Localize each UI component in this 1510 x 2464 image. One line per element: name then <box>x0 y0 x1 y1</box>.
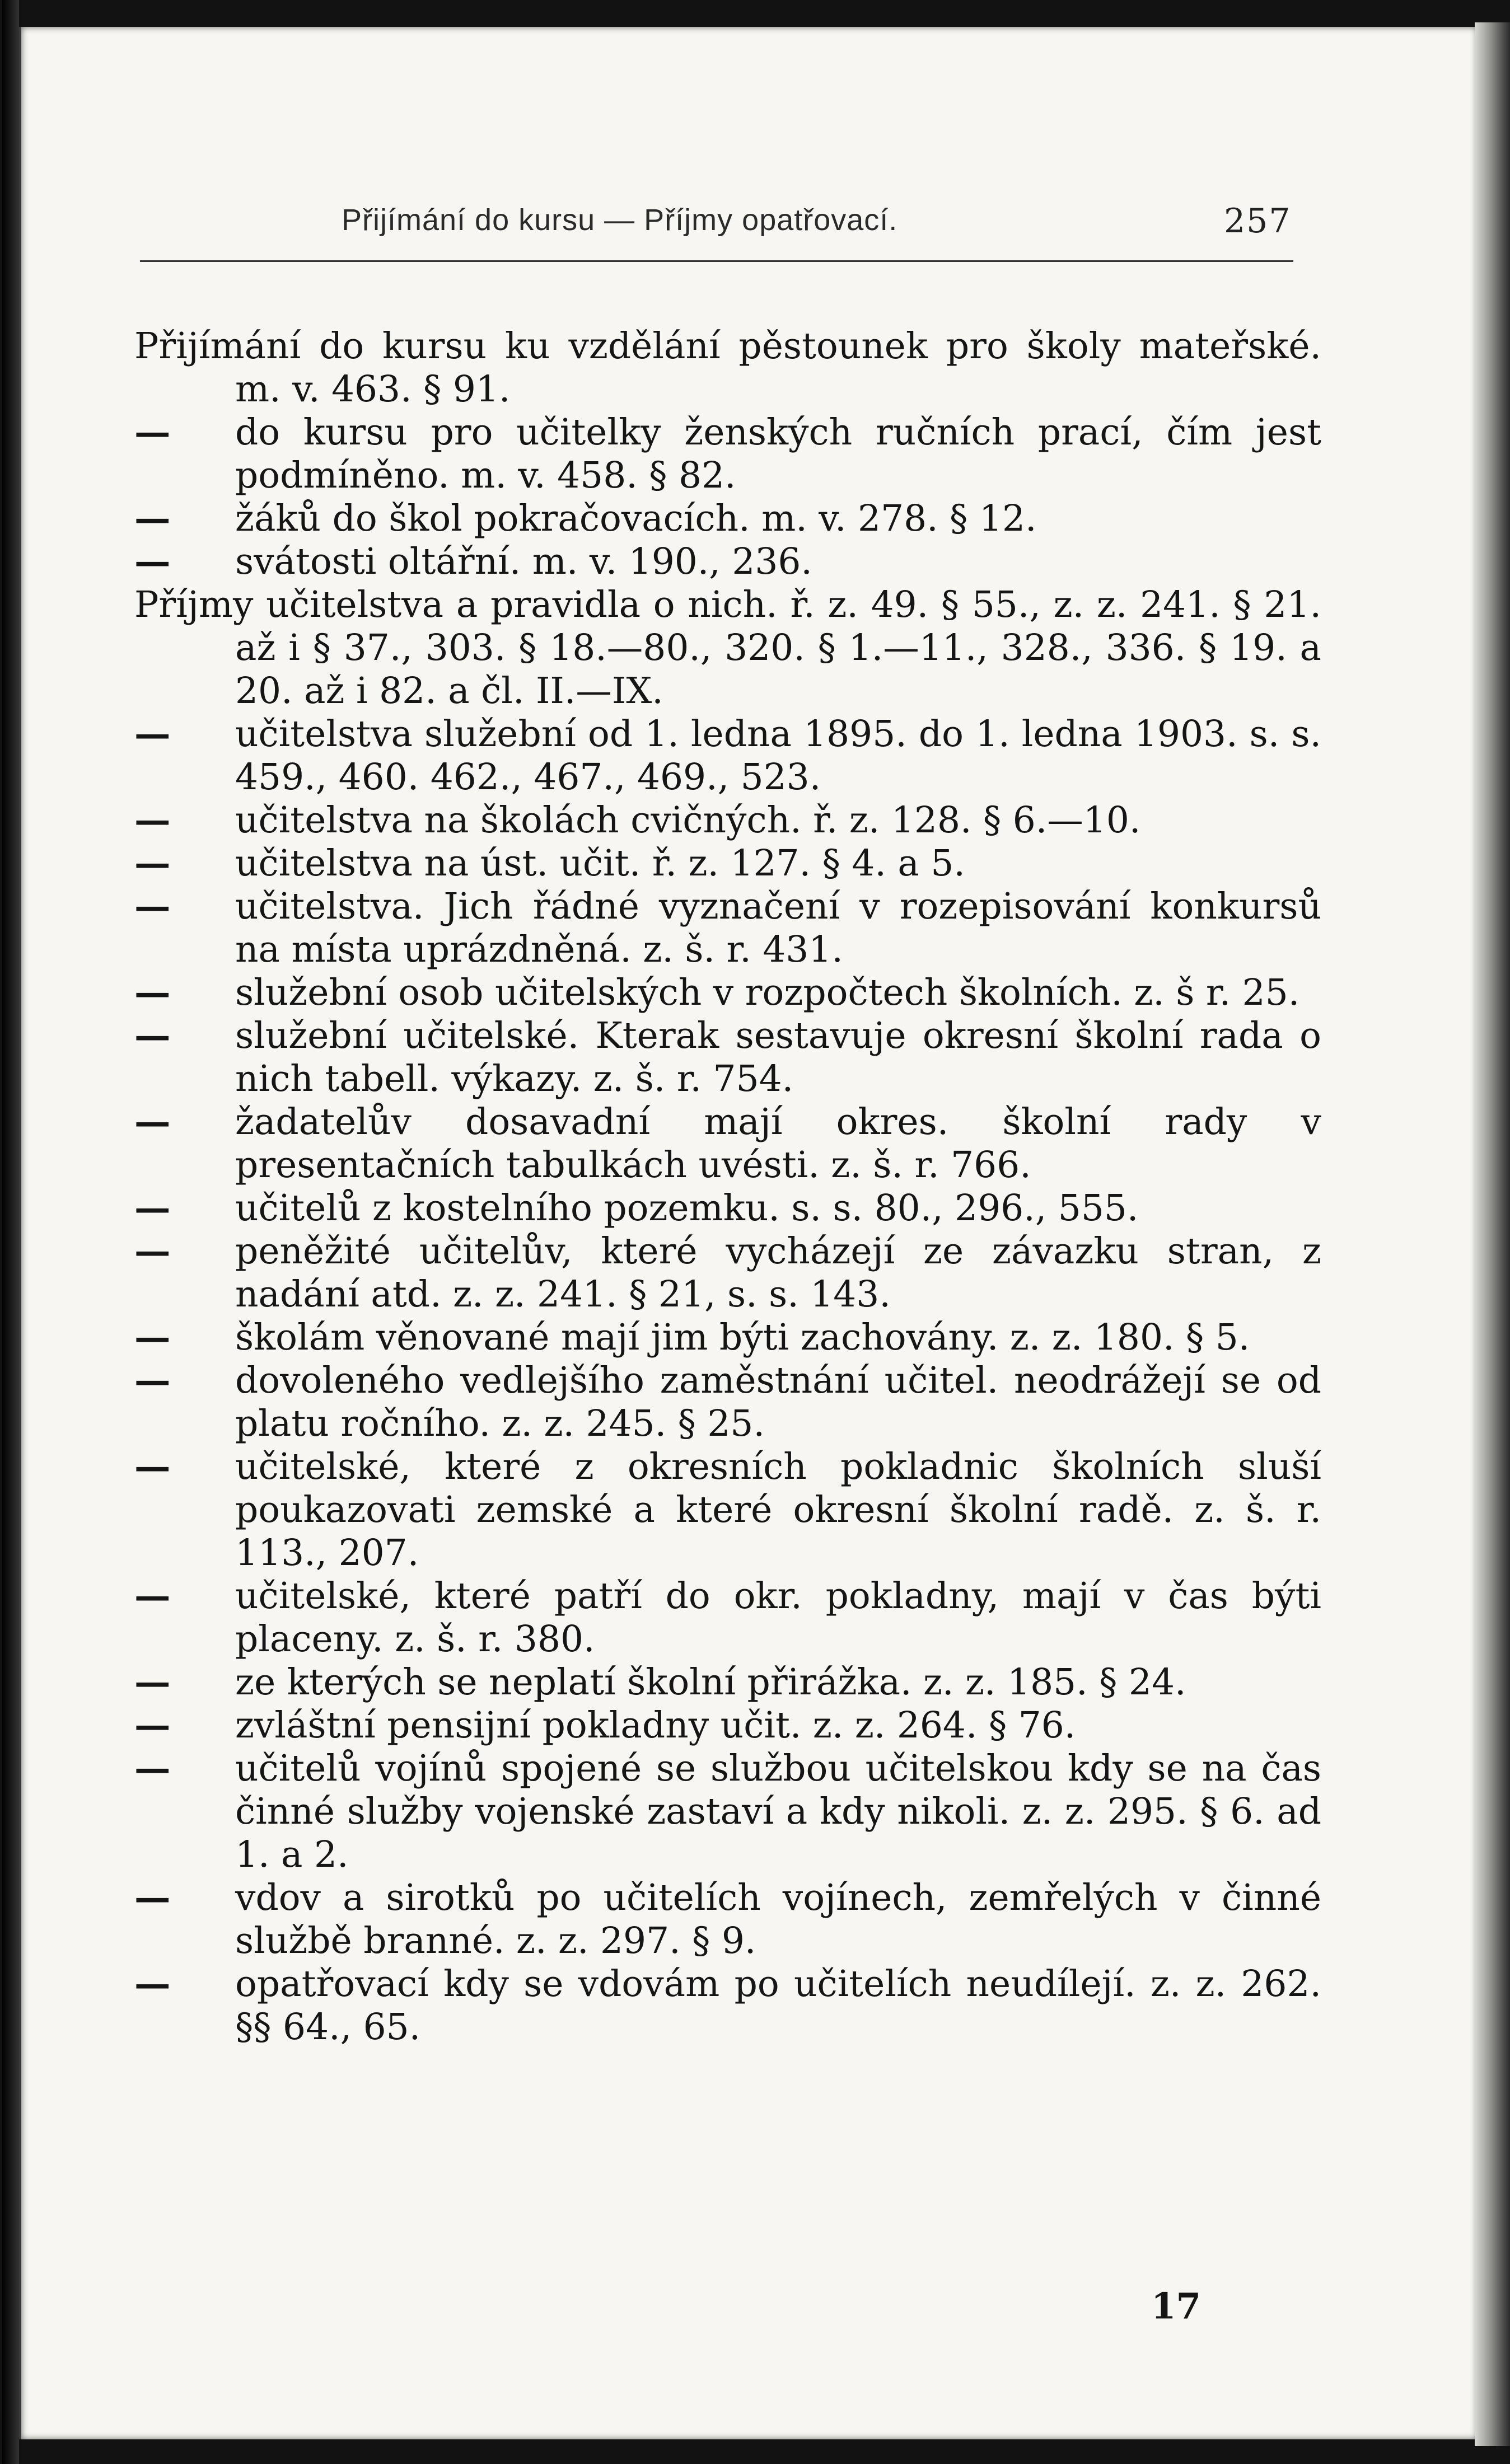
entry-dash: — <box>134 1704 171 1746</box>
entry-text: zvláštní pensijní pokladny učit. z. z. 264. § 76. <box>235 1704 1076 1746</box>
sub-entry <box>134 885 1321 971</box>
page-edge-shadow <box>1475 22 1510 2446</box>
entry-text: žadatelův dosavadní mají okres. školní rady v presentačních tabulkách uvésti. z. š. r. 766. <box>235 1101 1321 1186</box>
entry-dash: — <box>134 1876 171 1919</box>
sub-entry <box>134 1100 1321 1187</box>
header-rule <box>140 260 1293 262</box>
main-entry <box>134 325 1321 411</box>
entry-dash: — <box>134 1359 171 1402</box>
sub-entry <box>134 1359 1321 1445</box>
sub-entry <box>134 1187 1321 1230</box>
entry-text: učitelů vojínů spojené se službou učitelskou kdy se na čas činné služby vojenské zastaví a kdy nikoli. z. z. 295. § 6. ad 1. a 2. <box>235 1748 1321 1876</box>
entry-dash: — <box>134 1187 171 1229</box>
entry-text: služební osob učitelských v rozpočtech školních. z. š r. 25. <box>235 972 1300 1014</box>
entry-dash: — <box>134 1014 171 1057</box>
entry-dash: — <box>134 842 171 884</box>
sub-entry <box>134 799 1321 842</box>
entry-text: učitelstva na školách cvičných. ř. z. 128. § 6.—10. <box>235 799 1141 841</box>
sub-entry <box>134 1575 1321 1661</box>
entry-dash: — <box>134 971 171 1014</box>
entry-text: vdov a sirotků po učitelích vojínech, zemřelých v činné službě branné. z. z. 297. § 9. <box>235 1877 1321 1962</box>
entry-dash: — <box>134 1230 171 1272</box>
entry-dash: — <box>134 540 171 583</box>
main-entry <box>134 583 1321 713</box>
entry-dash: — <box>134 1445 171 1488</box>
entry-text: učitelů z kostelního pozemku. s. s. 80., 296., 555. <box>235 1187 1139 1229</box>
sub-entry <box>134 497 1321 540</box>
sub-entry <box>134 540 1321 583</box>
sub-entry <box>134 1014 1321 1100</box>
entry-text: do kursu pro učitelky ženských ručních prací, čím jest podmíněno. m. v. 458. § 82. <box>235 411 1321 496</box>
sub-entry <box>134 1876 1321 1962</box>
entry-dash: — <box>134 1661 171 1703</box>
sub-entry <box>134 842 1321 885</box>
sub-entry <box>134 1661 1321 1704</box>
binding-edge <box>2 0 19 2464</box>
entry-dash: — <box>134 1316 171 1359</box>
entry-text: učitelstva na úst. učit. ř. z. 127. § 4. a 5. <box>235 842 965 884</box>
sub-entry <box>134 971 1321 1014</box>
entry-text: ze kterých se neplatí školní přirážka. z. z. 185. § 24. <box>235 1661 1186 1703</box>
sub-entry <box>134 1230 1321 1316</box>
index-entries <box>134 325 1321 2049</box>
entry-dash: — <box>134 1962 171 2005</box>
entry-dash: — <box>134 411 171 453</box>
entry-text: opatřovací kdy se vdovám po učitelích neudílejí. z. z. 262. §§ 64., 65. <box>235 1963 1321 2048</box>
entry-text: svátosti oltářní. m. v. 190., 236. <box>235 541 812 583</box>
entry-text: peněžité učitelův, které vycházejí ze závazku stran, z nadání atd. z. z. 241. § 21, s. s. 143. <box>235 1230 1321 1315</box>
sub-entry <box>134 713 1321 799</box>
entry-dash: — <box>134 1100 171 1143</box>
page-number: 257 <box>1224 202 1292 241</box>
entry-dash: — <box>134 497 171 540</box>
entry-dash: — <box>134 799 171 841</box>
sub-entry <box>134 411 1321 497</box>
signature-mark: 17 <box>1151 2285 1202 2327</box>
entry-text: školám věnované mají jim býti zachovány. z. z. 180. § 5. <box>235 1317 1250 1359</box>
entry-text: učitelstva služební od 1. ledna 1895. do 1. ledna 1903. s. s. 459., 460. 462., 467., 469., 523. <box>235 713 1321 798</box>
entry-text: Přijímání do kursu ku vzdělání pěstounek pro školy mateřské. m. v. 463. § 91. <box>134 325 1321 410</box>
entry-text: žáků do škol pokračovacích. m. v. 278. § 12. <box>235 498 1037 540</box>
running-title: Přijímání do kursu — Příjmy opatřovací. <box>342 203 898 237</box>
entry-text: učitelské, které patří do okr. pokladny, mají v čas býti placeny. z. š. r. 380. <box>235 1575 1321 1660</box>
sub-entry <box>134 1316 1321 1359</box>
entry-text: dovoleného vedlejšího zaměstnání učitel. neodrážejí se od platu ročního. z. z. 245. § 25. <box>235 1360 1321 1445</box>
entry-dash: — <box>134 885 171 927</box>
entry-dash: — <box>134 1747 171 1790</box>
entry-dash: — <box>134 713 171 755</box>
sub-entry <box>134 1962 1321 2049</box>
entry-text: Příjmy učitelstva a pravidla o nich. ř. z. 49. § 55., z. z. 241. § 21. až i § 37., 303. § 18.—80., 320. § 1.—11., 328., 336. § 19. a 20. až i 82. a čl. II.—IX. <box>134 584 1321 712</box>
entry-text: služební učitelské. Kterak sestavuje okresní školní rada o nich tabell. výkazy. z. š. r. 754. <box>235 1015 1321 1100</box>
sub-entry <box>134 1747 1321 1876</box>
sub-entry <box>134 1704 1321 1747</box>
entry-dash: — <box>134 1575 171 1617</box>
entry-text: učitelské, které z okresních pokladnic školních sluší poukazovati zemské a které okresní školní radě. z. š. r. 113., 207. <box>235 1446 1321 1574</box>
sub-entry <box>134 1445 1321 1575</box>
entry-text: učitelstva. Jich řádné vyznačení v rozepisování konkursů na místa uprázdněná. z. š. r. 431. <box>235 886 1321 971</box>
